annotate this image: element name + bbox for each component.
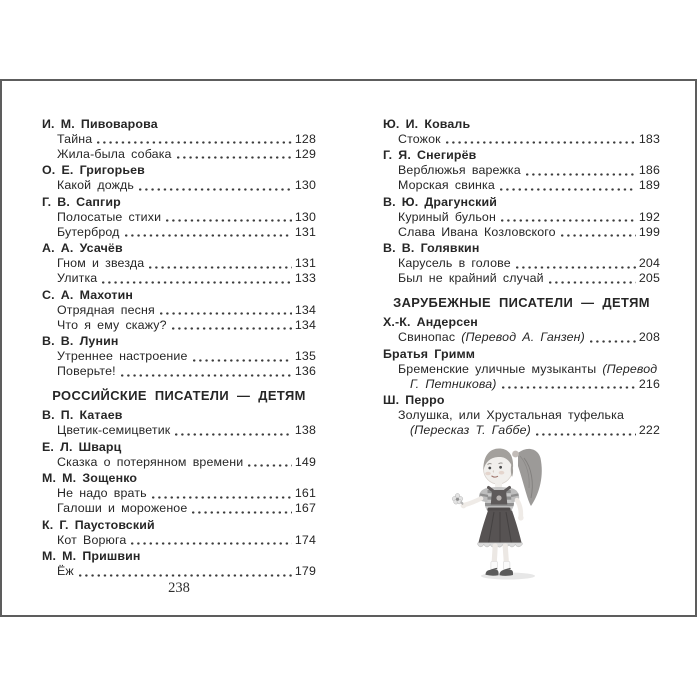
toc-entry-line — [383, 256, 660, 271]
dot-leader — [549, 281, 636, 284]
author-name: М. М. Зощенко — [42, 471, 138, 485]
dot-leader — [172, 327, 292, 330]
work-title — [57, 147, 172, 162]
work-page-number: 129 — [294, 146, 316, 161]
work-title-text: Кот Ворюга — [57, 532, 127, 547]
toc-entry-line — [42, 455, 316, 470]
author-name: А. А. Усачёв — [42, 241, 123, 255]
work-title — [398, 256, 511, 271]
work-title-text: (Пересказ Т. Габбе) — [410, 423, 531, 437]
work-title — [57, 132, 92, 147]
dot-leader — [516, 266, 636, 269]
toc-entry-line — [42, 486, 316, 501]
toc-entry-line — [42, 271, 316, 286]
work-page-number: 205 — [638, 271, 660, 285]
toc-entry-line — [42, 132, 316, 147]
toc-entry-line — [42, 318, 316, 333]
work-title-text: Не надо врать — [57, 486, 147, 500]
author-name: В. В. Лунин — [42, 334, 119, 348]
author-name: Братья Гримм — [383, 346, 476, 361]
author-group — [42, 241, 316, 286]
author-group — [383, 393, 660, 438]
author-name: Е. Л. Шварц — [42, 439, 122, 454]
author-group — [383, 195, 660, 240]
toc-entry-line — [383, 271, 660, 286]
toc-entry-line — [42, 349, 316, 364]
work-title-text: Был не крайний случай — [398, 271, 544, 285]
work-page-number: 133 — [294, 271, 316, 285]
author-name: Х.-К. Андерсен — [383, 315, 478, 329]
author-group — [42, 334, 316, 379]
dot-leader — [125, 234, 292, 237]
toc-entry-line — [42, 364, 316, 379]
work-title-text: Поверьте! — [57, 364, 116, 378]
work-title — [57, 501, 187, 516]
work-page-number: 216 — [638, 376, 660, 391]
author-group — [42, 549, 316, 579]
toc-entry-line — [383, 408, 660, 423]
work-title — [57, 256, 144, 271]
author-group — [383, 148, 660, 193]
toc-entry-line — [42, 533, 316, 548]
work-title — [398, 163, 521, 178]
work-title-text: Тайна — [57, 131, 93, 146]
work-title-text: Улитка — [57, 271, 98, 285]
author-name: С. А. Махотин — [42, 287, 133, 302]
author-group — [42, 408, 316, 438]
work-title — [398, 225, 556, 240]
work-page-number: 131 — [294, 224, 316, 239]
work-title-text: Золушка, или Хрустальная туфелька — [398, 408, 624, 422]
work-title — [57, 303, 155, 318]
dot-leader — [501, 219, 636, 222]
work-title-text: Утреннее настроение — [57, 349, 188, 363]
dot-leader — [102, 281, 292, 284]
toc-entry-line — [383, 377, 660, 392]
toc-entry-line — [42, 564, 316, 579]
author-name: К. Г. Паустовский — [42, 517, 155, 532]
author-name: В. П. Катаев — [42, 408, 123, 422]
work-title — [57, 564, 74, 579]
dot-leader — [139, 188, 292, 191]
work-title — [57, 318, 167, 333]
work-title — [57, 486, 147, 501]
toc-entry-line — [42, 225, 316, 240]
work-title-text: Какой дождь — [57, 178, 135, 192]
author-group — [42, 117, 316, 162]
work-title-text: Верблюжья варежка — [398, 163, 521, 177]
work-title-text: (Перевод А. Ганзен) — [461, 330, 585, 344]
author-group — [42, 195, 316, 240]
work-page-number: 222 — [638, 423, 660, 437]
work-title-text: Бременские уличные музыканты — [398, 361, 603, 376]
work-title-text: Гном и звезда — [57, 256, 145, 270]
work-title-text: Жила-была собака — [57, 146, 172, 161]
author-group — [383, 117, 660, 147]
work-title-text: Куриный бульон — [398, 209, 496, 224]
toc-entry-line — [42, 256, 316, 271]
work-title — [398, 362, 657, 377]
work-title-text: Цветик-семицветик — [57, 423, 171, 437]
work-page-number: 189 — [638, 178, 660, 192]
work-page-number: 174 — [294, 532, 316, 547]
work-title-text: Г. Петникова) — [410, 376, 497, 391]
author-name: И. М. Пивоварова — [42, 116, 158, 131]
dot-leader — [177, 156, 292, 159]
toc-column-right — [383, 115, 660, 438]
work-title-text: Галоши и мороженое — [57, 501, 188, 515]
work-page-number: 130 — [294, 178, 316, 192]
dot-leader — [152, 496, 292, 499]
toc-entry-line — [383, 330, 660, 345]
work-title-text: Карусель в голове — [398, 256, 511, 270]
work-page-number: 186 — [638, 163, 660, 177]
work-title — [398, 271, 544, 286]
work-page-number: 208 — [638, 330, 660, 344]
work-title — [398, 408, 624, 423]
work-title — [57, 533, 126, 548]
author-group — [42, 163, 316, 193]
work-title — [57, 349, 188, 364]
author-name: О. Е. Григорьев — [42, 163, 145, 177]
work-title-text: Бутерброд — [57, 224, 120, 239]
work-title-text: Сказка о потерянном времени — [57, 454, 244, 469]
work-page-number: 179 — [294, 564, 316, 578]
work-title — [57, 455, 243, 470]
toc-entry-line — [383, 210, 660, 225]
work-title — [410, 423, 531, 438]
toc-entry-line — [42, 423, 316, 438]
dot-leader — [192, 511, 291, 514]
work-page-number: 131 — [294, 256, 316, 270]
author-name: М. М. Пришвин — [42, 549, 141, 563]
work-page-number: 136 — [294, 364, 316, 378]
toc-entry-line — [383, 423, 660, 438]
work-title-text: (Перевод — [602, 361, 658, 376]
dot-leader — [446, 141, 636, 144]
dot-leader — [121, 374, 292, 377]
girl-with-flower-illustration — [448, 442, 576, 584]
work-title — [57, 225, 120, 240]
author-name: В. В. Голявкин — [383, 241, 480, 255]
work-title — [398, 132, 441, 147]
section-heading: РОССИЙСКИЕ ПИСАТЕЛИ — ДЕТЯМ — [52, 388, 306, 403]
author-name: В. Ю. Драгунский — [383, 194, 498, 209]
work-page-number: 192 — [638, 209, 660, 224]
work-title — [57, 364, 116, 379]
work-page-number: 135 — [294, 349, 316, 363]
author-group — [383, 241, 660, 286]
author-group — [42, 471, 316, 516]
work-title — [398, 178, 495, 193]
work-title-text: Свинопас — [398, 330, 462, 344]
work-title — [410, 377, 497, 392]
author-group — [383, 315, 660, 345]
work-page-number: 149 — [294, 454, 316, 469]
work-title — [398, 330, 585, 345]
work-title — [57, 423, 170, 438]
dot-leader — [79, 574, 292, 577]
toc-entry-line — [42, 210, 316, 225]
toc-entry-line — [383, 362, 660, 377]
work-page-number: 161 — [294, 486, 316, 500]
flower-icon — [452, 494, 464, 505]
work-page-number: 199 — [638, 224, 660, 239]
dot-leader — [500, 188, 636, 191]
work-page-number: 134 — [294, 317, 316, 332]
dot-leader — [193, 359, 292, 362]
work-page-number: 128 — [294, 131, 316, 146]
author-group — [383, 347, 660, 392]
work-page-number: 138 — [294, 423, 316, 437]
dot-leader — [526, 173, 636, 176]
dot-leader — [131, 542, 291, 545]
work-title-text: Ёж — [57, 564, 74, 578]
dot-leader — [166, 219, 292, 222]
work-title-text: Морская свинка — [398, 178, 495, 192]
author-name: Ш. Перро — [383, 393, 445, 407]
work-page-number: 130 — [294, 209, 316, 224]
work-title — [57, 210, 161, 225]
work-page-number: 134 — [294, 302, 316, 317]
work-page-number: 204 — [638, 256, 660, 270]
toc-entry-line — [383, 225, 660, 240]
toc-entry-line — [42, 178, 316, 193]
author-name: Г. Я. Снегирёв — [383, 148, 477, 162]
dot-leader — [248, 464, 292, 467]
page-number: 238 — [168, 580, 190, 596]
toc-entry-line — [383, 132, 660, 147]
author-group — [42, 518, 316, 548]
section-heading: ЗАРУБЕЖНЫЕ ПИСАТЕЛИ — ДЕТЯМ — [393, 295, 650, 310]
author-name: Ю. И. Коваль — [383, 116, 471, 131]
dot-leader — [149, 266, 292, 269]
work-page-number: 167 — [294, 501, 316, 515]
dot-leader — [561, 234, 636, 237]
work-title-text: Стожок — [398, 131, 441, 146]
work-title-text: Полосатые стихи — [57, 209, 162, 224]
dot-leader — [175, 433, 292, 436]
dot-leader — [590, 340, 636, 343]
work-title-text: Слава Ивана Козловского — [398, 224, 556, 239]
dot-leader — [536, 433, 636, 436]
dot-leader — [160, 312, 292, 315]
dot-leader — [502, 386, 636, 389]
work-title-text: Что я ему скажу? — [57, 317, 167, 332]
work-title-text: Отрядная песня — [57, 302, 155, 317]
toc-entry-line — [383, 178, 660, 193]
toc-entry-line — [383, 163, 660, 178]
dot-leader — [97, 141, 292, 144]
toc-entry-line — [42, 303, 316, 318]
toc-entry-line — [42, 501, 316, 516]
work-title — [57, 271, 97, 286]
author-group — [42, 440, 316, 470]
work-title — [57, 178, 134, 193]
work-page-number: 183 — [638, 131, 660, 146]
toc-entry-line — [42, 147, 316, 162]
work-title — [398, 210, 496, 225]
author-name: Г. В. Сапгир — [42, 194, 121, 209]
author-group — [42, 288, 316, 333]
toc-column-left — [42, 115, 316, 579]
